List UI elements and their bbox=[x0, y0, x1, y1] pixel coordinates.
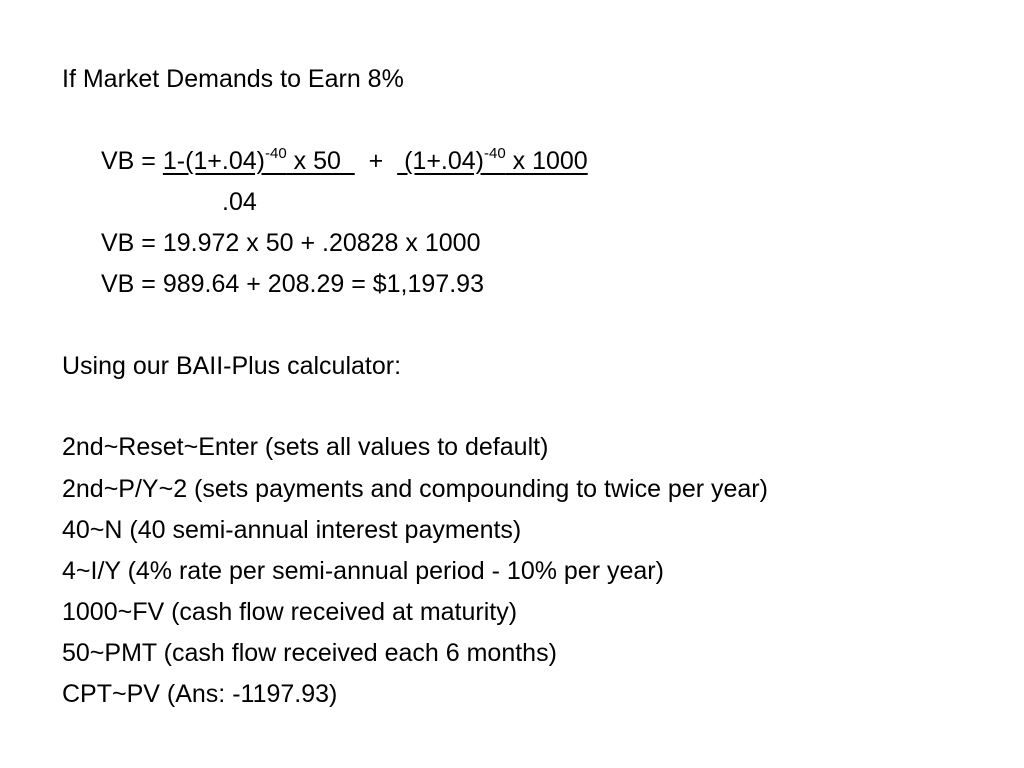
calculator-step: CPT~PV (Ans: -1197.93) bbox=[62, 680, 338, 708]
term1-base: 1-(1+.04) bbox=[162, 147, 265, 175]
formula-term-2 bbox=[397, 144, 588, 175]
term2-exponent: -40 bbox=[484, 144, 506, 162]
calculator-step: 4~I/Y (4% rate per semi-annual period - 10% per year) bbox=[62, 557, 664, 585]
calculator-step: 2nd~Reset~Enter (sets all values to default) bbox=[62, 433, 549, 461]
calculator-step: 2nd~P/Y~2 (sets payments and compounding to twice per year) bbox=[62, 475, 768, 503]
formula-plus: + bbox=[354, 147, 398, 175]
formula-step-2: VB = 19.972 x 50 + .20828 x 1000 bbox=[101, 229, 481, 257]
formula-numerator-1 bbox=[162, 144, 355, 175]
formula-lhs: VB = bbox=[101, 147, 163, 175]
formula-line bbox=[101, 146, 588, 176]
slide-heading: If Market Demands to Earn 8% bbox=[62, 65, 404, 93]
term1-multiplier: x 50 bbox=[286, 147, 355, 175]
calculator-step: 1000~FV (cash flow received at maturity) bbox=[62, 598, 518, 626]
formula-step-3: VB = 989.64 + 208.29 = $1,197.93 bbox=[101, 270, 484, 298]
formula-denominator: .04 bbox=[222, 188, 257, 216]
calculator-heading: Using our BAII-Plus calculator: bbox=[62, 352, 402, 380]
term1-exponent: -40 bbox=[264, 144, 287, 162]
calculator-step: 50~PMT (cash flow received each 6 months) bbox=[62, 639, 557, 667]
term2-base: (1+.04) bbox=[397, 147, 485, 175]
calculator-step: 40~N (40 semi-annual interest payments) bbox=[62, 516, 522, 544]
term2-multiplier: x 1000 bbox=[505, 147, 588, 175]
